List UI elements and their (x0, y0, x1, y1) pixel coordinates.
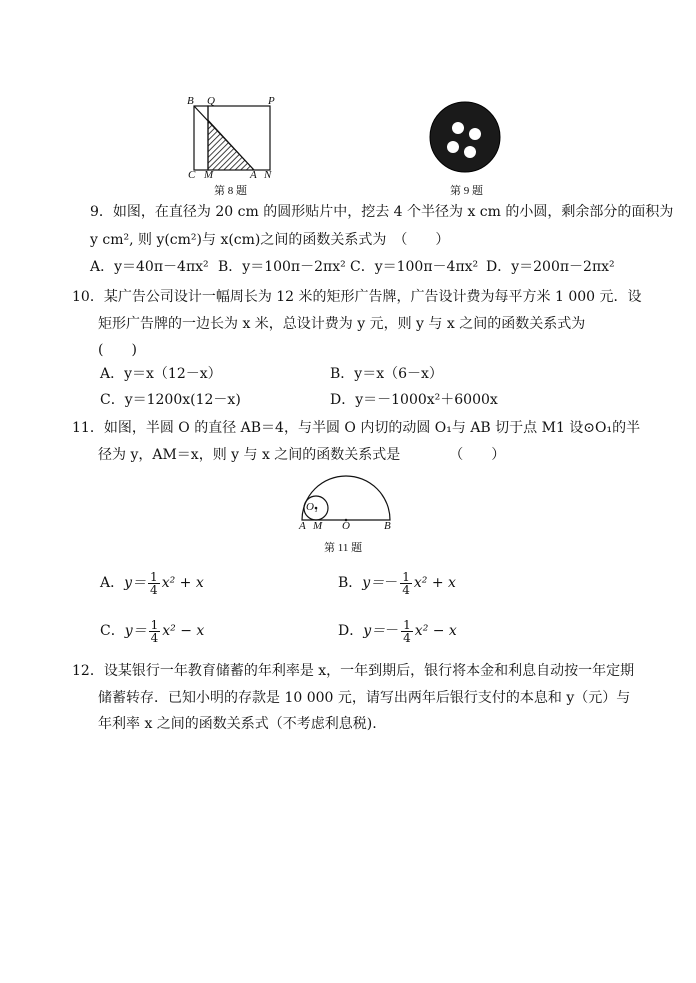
q9-option-b: B．y＝100π－2πx² (218, 259, 346, 275)
small-hole-4 (464, 146, 476, 158)
fig8-label-c: C (188, 169, 196, 181)
fig11-label-b: B (384, 520, 391, 532)
semicircle-o (302, 476, 390, 520)
q9-option-a: A．y＝40π－4πx² (90, 259, 209, 275)
q11-option-a: A．y＝ $\frac{1}{4}$ x² + x (100, 569, 204, 597)
fig11-label-a: A (299, 520, 306, 532)
q10-option-b: B．y＝x（6－x） (330, 366, 443, 382)
fig11-label-o: O (342, 520, 350, 532)
q10-line2: 矩形广告牌的一边长为 x 米，总设计费为 y 元，则 y 与 x 之间的函数关系式为 (98, 316, 586, 332)
q9-line1: 9．如图，在直径为 20 cm 的圆形贴片中，挖去 4 个半径为 x cm 的小圆，剩余部分的面积为 (90, 204, 674, 220)
q10-line1: 10．某广告公司设计一幅周长为 12 米的矩形广告牌，广告设计费为每平方米 1 000 元．设 (72, 289, 642, 305)
small-hole-2 (469, 128, 481, 140)
fig8-caption: 第 8 题 (214, 185, 247, 197)
fraction: $\frac{1}{4}$ (150, 617, 159, 645)
q12-line2: 储蓄转存．已知小明的存款是 10 000 元，请写出两年后银行支付的本息和 y（元）与 (98, 690, 631, 706)
q11-option-b: B．y＝－ $\frac{1}{4}$ x² + x (338, 569, 456, 597)
fig8-label-b: B (187, 95, 194, 107)
fig11-label-m: M (313, 520, 323, 532)
fraction: $\frac{1}{4}$ (403, 617, 411, 645)
q10-line3: ( ) (98, 342, 137, 358)
fig8-label-q: Q (207, 95, 215, 107)
fig8-label-m: M (204, 169, 214, 181)
q12-line1: 12．设某银行一年教育储蓄的年利率是 x，一年到期后，银行将本金和利息自动按一年定期 (72, 663, 635, 679)
fig9-caption: 第 9 题 (450, 185, 483, 197)
fig11-label-o1: O₁ (306, 501, 318, 513)
q10-option-a: A．y＝x（12－x） (100, 366, 222, 382)
q9-line2: y cm², 则 y(cm²)与 x(cm)之间的函数关系式为 （ ） (90, 232, 450, 248)
small-hole-1 (452, 122, 464, 134)
q11-line2: 径为 y，AM＝x，则 y 与 x 之间的函数关系式是 （ ） (98, 447, 506, 463)
q11-option-d: D．y＝－ $\frac{1}{4}$ x² − x (338, 617, 457, 645)
figure-9-disc (428, 100, 502, 174)
fraction: $\frac{1}{4}$ (402, 569, 410, 597)
q11-line1: 11．如图，半圆 O 的直径 AB＝4，与半圆 O 内切的动圆 O₁与 AB 切于点 M1 设⊙O₁的半 (72, 420, 641, 436)
fig8-label-n: N (264, 169, 272, 181)
fig8-label-p: P (268, 95, 275, 107)
fraction: $\frac{1}{4}$ (150, 569, 158, 597)
q11-option-c: C．y＝ $\frac{1}{4}$ x² − x (100, 617, 205, 645)
square-bcmq (194, 106, 208, 170)
q10-option-d: D．y＝－1000x²＋6000x (330, 392, 498, 408)
q9-option-d: D．y＝200π－2πx² (486, 259, 615, 275)
q10-option-c: C．y＝1200x(12－x) (100, 392, 241, 408)
large-disc (430, 102, 500, 172)
fig11-caption: 第 11 题 (324, 542, 363, 554)
q12-line3: 年利率 x 之间的函数关系式（不考虑利息税). (98, 716, 377, 732)
small-hole-3 (447, 141, 459, 153)
figure-11-semicircle (296, 474, 396, 524)
fig8-label-a: A (250, 169, 257, 181)
q9-option-c: C．y＝100π－4πx² (350, 259, 479, 275)
